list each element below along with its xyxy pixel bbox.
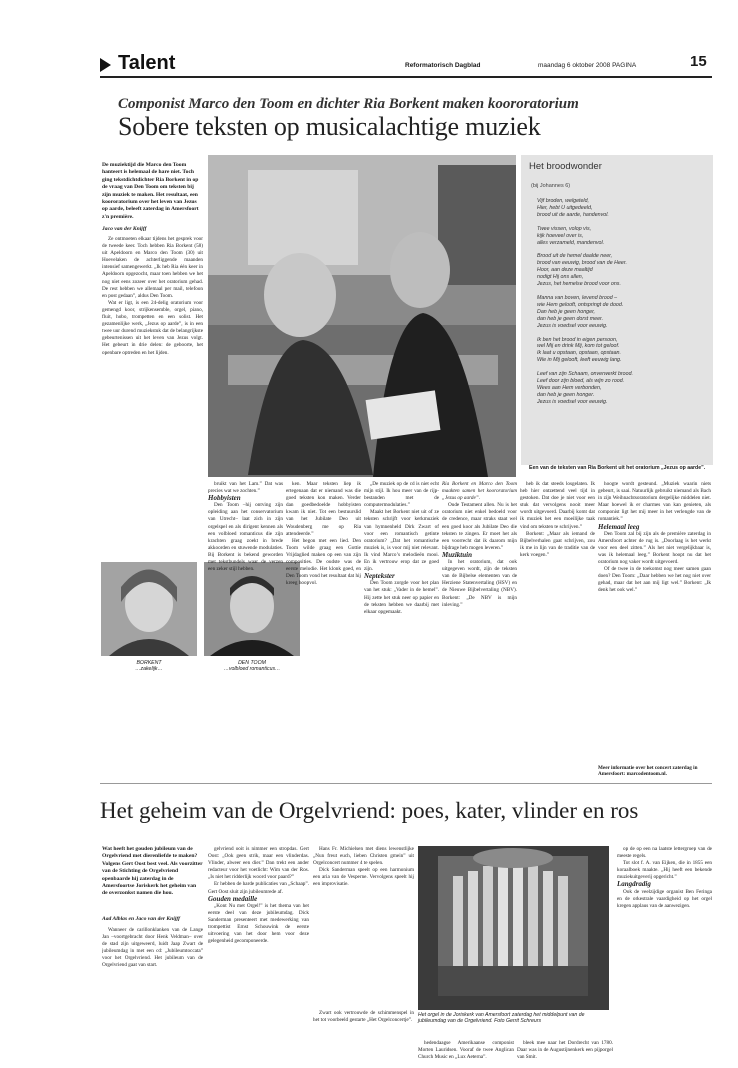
paragraph: Hans Fr. Michielsen met diens lewenstlijke „Nun freut euch, lieben Christen gmein” uit Orgelconcert nummer 4 te spelen. [313, 846, 414, 867]
poem-line: Ik laat u opstaan, opstaan, opstaan. [537, 350, 621, 357]
paragraph: Het begon met een lied. Den Toom wilde graag een Gottie Vrijdaglied maken op een van zijn composities. De oudste was de eerste melodie. Het klonk goed, en Den Toom vond het resultaat dat hij kreeg hoopvol. [286, 537, 361, 587]
article-divider [100, 783, 712, 784]
organ-caption [418, 1012, 609, 1025]
article1-byline: Jaco van der Knijff [102, 226, 147, 232]
subhead-gouden-medaille: Gouden medaille [208, 894, 258, 903]
poem-line: Brood uit de hemel daalde neer, [537, 253, 613, 260]
paragraph: Ze ontmoeten elkaar tijdens het gesprek voor de tweede keer. Toch hebben Ria Borkent (58) uit Apeldoorn en Marco den Toom (30) uit Hoevelaken de achterliggende maanden intensief samengewerkt. „Ik heb Ria één keer in Apeldoorn opgezocht, maar toen hebben we het nog niet eens zozeer over het oratorium gehad. De rest hebben we allemaal per mail, telefoon en post gedaan”, aldus Den Toom. [102, 236, 203, 299]
article2-column-5 [418, 1040, 514, 1068]
poem-stanza [537, 295, 707, 330]
paragraph: Ook de veelzijdige organist Ben Feringa en de orkestrale vaardigheid op het orgel kregen applaus van de aanwezigen. [617, 888, 712, 909]
poem-line: brood van eeuwig, brood van de Heer. [537, 260, 627, 267]
poem-line: Twee vissen, volop vis, [537, 225, 592, 232]
paragraph: Den Toom zorgde voor het plan van het stuk: „Vader in de hemel”. Hij zette het stuk neer op papier en de teksten hebben we daarbij met elkaar opgemaakt. [364, 580, 439, 615]
paragraph: Er hebben de harde publicaties van „Schaap”. Gert Oost sluit zijn jubileumrede af. [208, 881, 309, 895]
subhead-helemaal-leeg: Helemaal leeg [598, 522, 640, 531]
paragraph: Wanneer de carillonklanken van de Lange Jan –voortgebracht door Henk Veldman– over de stad zijn uitgeweerd, luidt Jaap Zwart de jubileumdag in met een cd: „Jubileumtoccata” voor het Orgelvriend. Het jubileum van de Orgelvriend gaat van start. [102, 927, 203, 969]
article1-headline: Sobere teksten op musicalachtige muziek [118, 112, 541, 141]
poem-line: Wees aan Hem verbonden, [537, 384, 602, 391]
paragraph: hoogte wordt gesteund. „Muziek waarin niets gebeurt, is saai. Natuurlijk gebruikt niemand als Bach in zijn Weihnachtsoratorium dergelijke middelen niet. Maar hoewel ik er charmes van kan genieten, als componist ligt het mij meer in het verlengde van de romantiek.” [598, 481, 711, 523]
paragraph: ken. Maar teksten liep ik ertegenaan dat er niemand was die goed teksten kon maken. Verder dan goedbedoelde hobbyisten kwam ik niet. Tot een bestuurslid van het Jubilate Deo uit Woudenberg me op Ria attendeerde.” [286, 481, 361, 537]
poem-stanza [537, 226, 707, 247]
article2-column-1 [102, 927, 203, 1067]
paragraph: Oude Testament allen. Nu is het oratorium niet enkel bedoeld voor de credence, maar straks staat wel een goed koor als Jubilate Deo die teksten te zingen. Er moet het als een voorrecht dat ik daarom mijn bijdrage heb mogen leveren.” [442, 502, 517, 551]
masthead-rule [100, 76, 712, 78]
paragraph: op de op een na laatste lettergroep van de meeste regels. [617, 846, 712, 860]
paragraph: Den Toom –hij ontving zijn opleiding aan het conservatorium van Utrecht– laat zich in zijn orgelspel en als dirigent kennen als een volbloed romanticus die zijn krachten graag zoekt in brede akkoorden en stuwende modulaties. Bij Borkent is bekend geworden met tekstbundels waar de verzen een zeker stijl hebben. [208, 502, 283, 573]
paragraph: Of de twee in de toekomst nog meer samen gaan doen? Den Toom: „Daar hebben we het nog niet over gehad, maar dat het aan mij ligt wel.” Borkent: „Ik denk het ook wel.” [598, 566, 711, 594]
poem-line: Hier, hebt U uitgedeeld, [537, 204, 593, 211]
subhead-muziktuin: Muziktuin [442, 550, 472, 559]
paragraph: Borkent: „Maar als iemand de Bijbelverhalen gaat schrijven, zou ik me in lijn van de traditie van de kerk voegen.” [520, 530, 595, 558]
poem-line: Dan heb je geen honger, [537, 308, 596, 315]
paragraph: heb ik dat steeds losgelaten. Ik heb hier ontzettend veel tijd in gestoken. Dat doe je niet voor een stuk dat vervolgens nooit meer wordt uitgevoerd. Daarbij komt dat ik muziek het een moeilijke taak vind om teksten te schrijven.” [520, 481, 595, 530]
caption-name: DEN TOOM [238, 660, 266, 666]
article1-column-7 [598, 481, 711, 761]
sidebar-note: Een van de teksten van Ria Borkent uit het oratorium „Jezus op aarde”. [529, 465, 706, 471]
poem-line: dan heb je geen honger. [537, 391, 595, 398]
paragraph: bleek mee naar het Dordrecht van 1780. Daar was in de Augustijnenkerk een pijporgel van Smit. [517, 1040, 613, 1061]
poem-line: Vijf broden, welgeteld, [537, 198, 590, 204]
poem-line: alles verzameld, mandenvol. [537, 239, 605, 246]
caption-text: Het orgel in de Joriskerk van Amersfoort zaterdag het middelpunt van de jubileumdag van de Orgelvriend. [418, 1012, 585, 1025]
more-info: Meer informatie over het concert zaterdag in Amersfoort: marcodentoom.nl. [598, 765, 698, 777]
paragraph: In het oratorium, dat ook uitgegeven wordt, zijn de teksten van de Bijbelse elementen van de Herziene Statenvertaling (HSV) en de Nieuwe Bijbelvertaling (NBV). Borkent: „De NBV is mijn inleving.” [442, 559, 517, 608]
caption-quote: …zakelijk… [135, 666, 163, 672]
poem-line: Ik ben het brood in eigen persoon, [537, 336, 618, 343]
date-label: maandag 6 oktober 2008 PAGINA [538, 62, 637, 69]
article1-lead: De muziektijd die Marco den Toom hanteert is helemaal de hare niet. Toch ging tekstdichtdichter Ria Borkent in op de vraag van Den Toom om teksten bij zijn muziek te maken. Het resultaat, een koororatorium over het leven van Jezus op aarde, beleeft zaterdag in Amersfoort z'n première. [102, 162, 199, 220]
poem-line: Leef door zijn bloed, als wijn zo rood. [537, 378, 625, 385]
poem-line: Leef van zijn Schaam, onverwerkt brood. [537, 371, 633, 378]
caption-name: BORKENT [136, 660, 162, 666]
paragraph: gelvriend ooit is nimmer een stropdas. Gert Oost: „Ook geen strik, maar een vlinderdas. Vlinder, alweer een dier.” Dan trekt een ander redacteur voor het voetlicht: Wim van der Ros. „Is niet het ridderlijk woord voor paard?” [208, 846, 309, 881]
poem-stanza [537, 371, 707, 406]
paragraph: „De muziek op de cd is niet echt mijn stijl. Ik hou meer van de rijp-bestanden met de computermodulaties.” [364, 481, 439, 509]
subhead-langdradig: Langdradig [617, 880, 651, 889]
poem-line: Jezus is voedsel voor eeuwig. [537, 322, 608, 329]
paragraph: bruikt van het Lam.” Dat was precies wat we zochten.” [208, 481, 283, 495]
page-number: 15 [690, 53, 707, 70]
poem [537, 198, 707, 413]
sidebar-source: (bij Johannes 6) [531, 183, 571, 189]
article2-column-3 [313, 846, 414, 1006]
portrait-borkent [101, 562, 197, 656]
poem-stanza [537, 253, 707, 288]
paper-name: Reformatorisch Dagblad [405, 62, 481, 69]
article1-column-6 [520, 481, 595, 781]
paragraph: Den Toom zal bij zijn als de première zaterdag in Amersfoort achter de rug is. „Doorlaag is het werkt voor een deel zitten.” Als het niet vergelijkbaar is, was ik helemaal leeg.” Borkent hoopt nu dat het oratorium nog vaker wordt uitgevoerd. [598, 530, 711, 566]
paragraph: Tot slot f. A. van Eijken, die in 1855 een koraalboek maakte. „Hij heeft een bekende muziekuitgeverij opgericht.” [617, 860, 712, 881]
article1-column-1 [102, 236, 203, 546]
subhead-neptekster: Neptekster [364, 572, 395, 581]
paragraph: Maakt het Borkent niet uit of ze teksten schrijft voor kerkmuziek van hymnenheld Dirk Zwart of voor een romantisch getinte oratorium? „Dat het romantische muziek is, is voor mij niet relevant. Ik vind Marco’s melodieën mooi. En ik vertrouw erop dat ze goed zijn. [364, 509, 439, 573]
section-name: Talent [118, 52, 176, 74]
photo-caption: Ria Borkent en Marco den Toom maakten samen het koororatorium „Jezus op aarde”. [442, 481, 517, 502]
poem-line: kijk hoeveel over is, [537, 232, 584, 239]
poem-line: dan heb je geen dorst meer. [537, 315, 604, 322]
article1-column-2 [208, 481, 283, 781]
paragraph: „Kont Nu met Orgel!” is het thema van het eerste deel van deze jubileumdag. Dick Sanderman presenteert met medewerking van trompettist Ernst Schouwink de eerste uitvoering van het door hem voor deze gelegenheid gecomponeerde. [208, 902, 309, 945]
poem-line: Manna van boven, levend brood – [537, 294, 618, 301]
paragraph: Dick Sanderman speelt op een harmonium een aria van de Vesperne. Vervolgens speelt hij een improvisatie. [313, 867, 414, 888]
photo-credit: Foto Gerrit Schreurs [494, 1018, 542, 1025]
article2-column-4 [313, 1010, 414, 1068]
poem-line: Wie in Mij gelooft, leeft eeuwig lang. [537, 357, 622, 364]
article1-kicker: Componist Marco den Toom en dichter Ria Borkent maken koororatorium [118, 96, 579, 112]
article2-lead: Wat heeft het gouden jubileum van de Orgelvriend met dierenliefde te maken? Volgens Gert Oost best veel. Als voorzitter van de Stichting de Orgelvriend openbaarde hij zaterdag in de Amersfoortse Joriskerk het geheim van de overzonkst namen die hou. [102, 846, 203, 897]
portrait-caption-borkent [101, 660, 197, 672]
article2-column-2 [208, 846, 309, 1061]
poem-line: Jezus is voedsel voor eeuwig. [537, 398, 608, 405]
poem-line: wie Hem gelooft, ontspringt de dood. [537, 301, 624, 308]
poem-stanza [537, 198, 707, 219]
article2-column-6 [617, 846, 712, 1066]
article1-column-5 [442, 481, 517, 781]
subhead-hobbyisten: Hobbyisten [208, 494, 241, 503]
sidebar-title: Het broodwonder [529, 161, 602, 172]
main-photo [208, 155, 516, 477]
organ-photo [418, 846, 609, 1010]
article2-column-5b [517, 1040, 613, 1068]
article2-byline: Aad Alblas en Jaco van der Knijff [102, 916, 181, 922]
poem-line: brood uit de aarde, handenvol. [537, 211, 609, 218]
poem-line: wel Mij en drink Mij, kom tot geloof. [537, 343, 620, 350]
paragraph: Wat er ligt, is een 24-delig oratorium voor gemengd koor, strijkensemble, orgel, piano, fluit, hobo, trompetten en een solist. Het gezamenlijke werk, „Jezus op aarde”, is in een twee uur durend muziekstuk dat de belangrijkste gebeurtenissen uit het leven van Jezus volgt. Het gebeurt in drie delen: de geboorte, het openbare optreden en het lijden. [102, 299, 203, 356]
caption-quote: …volbloed romanticus… [223, 666, 281, 672]
poem-stanza [537, 337, 707, 365]
paragraph: Zwart ook vertrouwde de schimmenspel in het tot voorbeeld gestarte „Het Orgelconcertje”. [313, 1010, 414, 1024]
paragraph: hedendaagse Amerikaanse componist Morten Lauridsen. Vooraf de twee Anglican Church Music en „Lux Aeterna”. [418, 1040, 514, 1061]
article2-headline: Het geheim van de Orgelvriend: poes, kater, vlinder en ros [100, 798, 639, 823]
article1-column-4 [364, 481, 439, 781]
poem-line: Hoor, aan deze maaltijd [537, 267, 593, 274]
poem-line: nodigt Hij ons allen, [537, 274, 584, 281]
poem-line: Jezus, het hemelse brood voor ons. [537, 281, 621, 288]
section-marker-icon [100, 58, 111, 72]
article1-column-3 [286, 481, 361, 781]
